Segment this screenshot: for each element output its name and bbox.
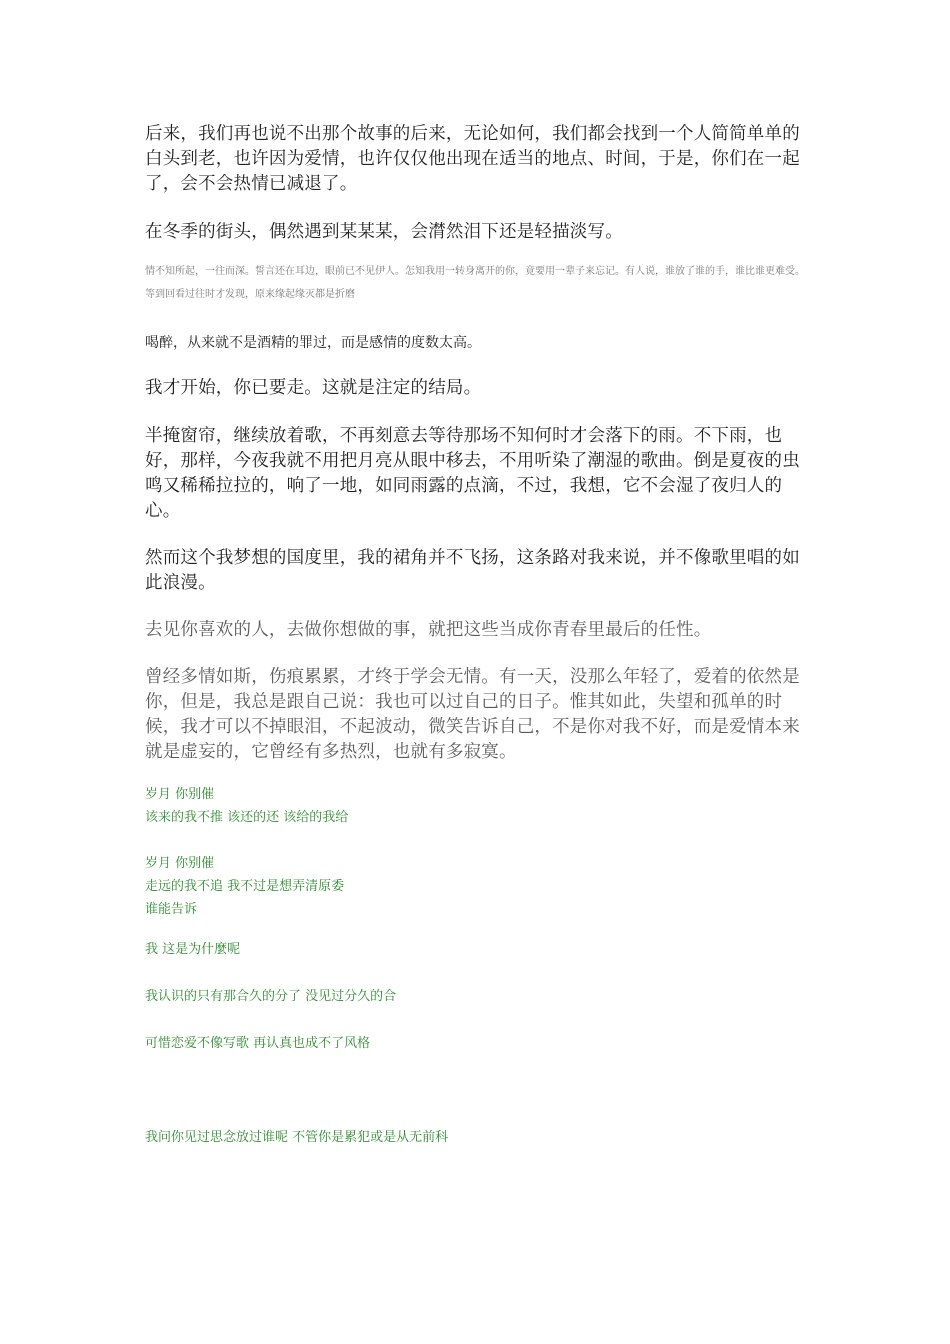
lyric-line: 走远的我不追 我不过是想弄清原委 [145, 879, 345, 894]
lyric-line: 岁月 你别催 [145, 856, 215, 871]
paragraph-1: 后来，我们再也说不出那个故事的后来，无论如何，我们都会找到一个人简简单单的白头到老，也许因为爱情，也许仅仅他出现在适当的地点、时间，于是，你们在一起了，会不会热情已减退了。 [145, 124, 800, 194]
lyric-line: 我问你见过思念放过谁呢 不管你是累犯或是从无前科 [145, 1130, 449, 1145]
lyric-line: 我认识的只有那合久的分了 没见过分久的合 [145, 989, 397, 1004]
lyrics-block [145, 783, 810, 1149]
lyric-line: 可惜恋爱不像写歌 再认真也成不了风格 [145, 1036, 371, 1051]
lyric-line: 谁能告诉 [145, 902, 198, 917]
paragraph-7: 然而这个我梦想的国度里，我的裙角并不飞扬，这条路对我来说，并不像歌里唱的如此浪漫。 [145, 548, 800, 593]
lyric-line: 该来的我不推 该还的还 该给的我给 [145, 810, 349, 825]
lyric-line: 我 这是为什麼呢 [145, 942, 241, 957]
document-body [145, 122, 810, 1149]
paragraph-2: 在冬季的街头，偶然遇到某某某，会潸然泪下还是轻描淡写。 [145, 222, 623, 242]
paragraph-6: 半掩窗帘，继续放着歌，不再刻意去等待那场不知何时才会落下的雨。不下雨，也好，那样，今夜我就不用把月亮从眼中移去，不用听染了潮湿的歌曲。倒是夏夜的虫鸣又稀稀拉拉的，响了一地，如同雨露的点滴，不过，我想，它不会湿了夜归人的心。 [145, 426, 800, 521]
paragraph-8: 去见你喜欢的人，去做你想做的事，就把这些当成你青春里最后的任性。 [145, 620, 712, 640]
paragraph-3: 情不知所起，一往而深。誓言还在耳边，眼前已不见伊人。怎知我用一转身离开的你，竟要用一辈子来忘记。有人说，谁放了谁的手，谁比谁更难受。等到回看过往时才发现，原来缘起缘灭都是折磨 [145, 266, 805, 300]
paragraph-5: 我才开始，你已要走。这就是注定的结局。 [145, 378, 482, 398]
paragraph-4: 喝醉，从来就不是酒精的罪过，而是感情的度数太高。 [145, 335, 481, 351]
paragraph-9: 曾经多情如斯，伤痕累累，才终于学会无情。有一天，没那么年轻了，爱着的依然是你，但是，我总是跟自己说：我也可以过自己的日子。惟其如此，失望和孤单的时候，我才可以不掉眼泪，不起波动，微笑告诉自己，不是你对我不好，而是爱情本来就是虚妄的，它曾经有多热烈，也就有多寂寞。 [145, 667, 800, 762]
lyric-line: 岁月 你别催 [145, 787, 215, 802]
